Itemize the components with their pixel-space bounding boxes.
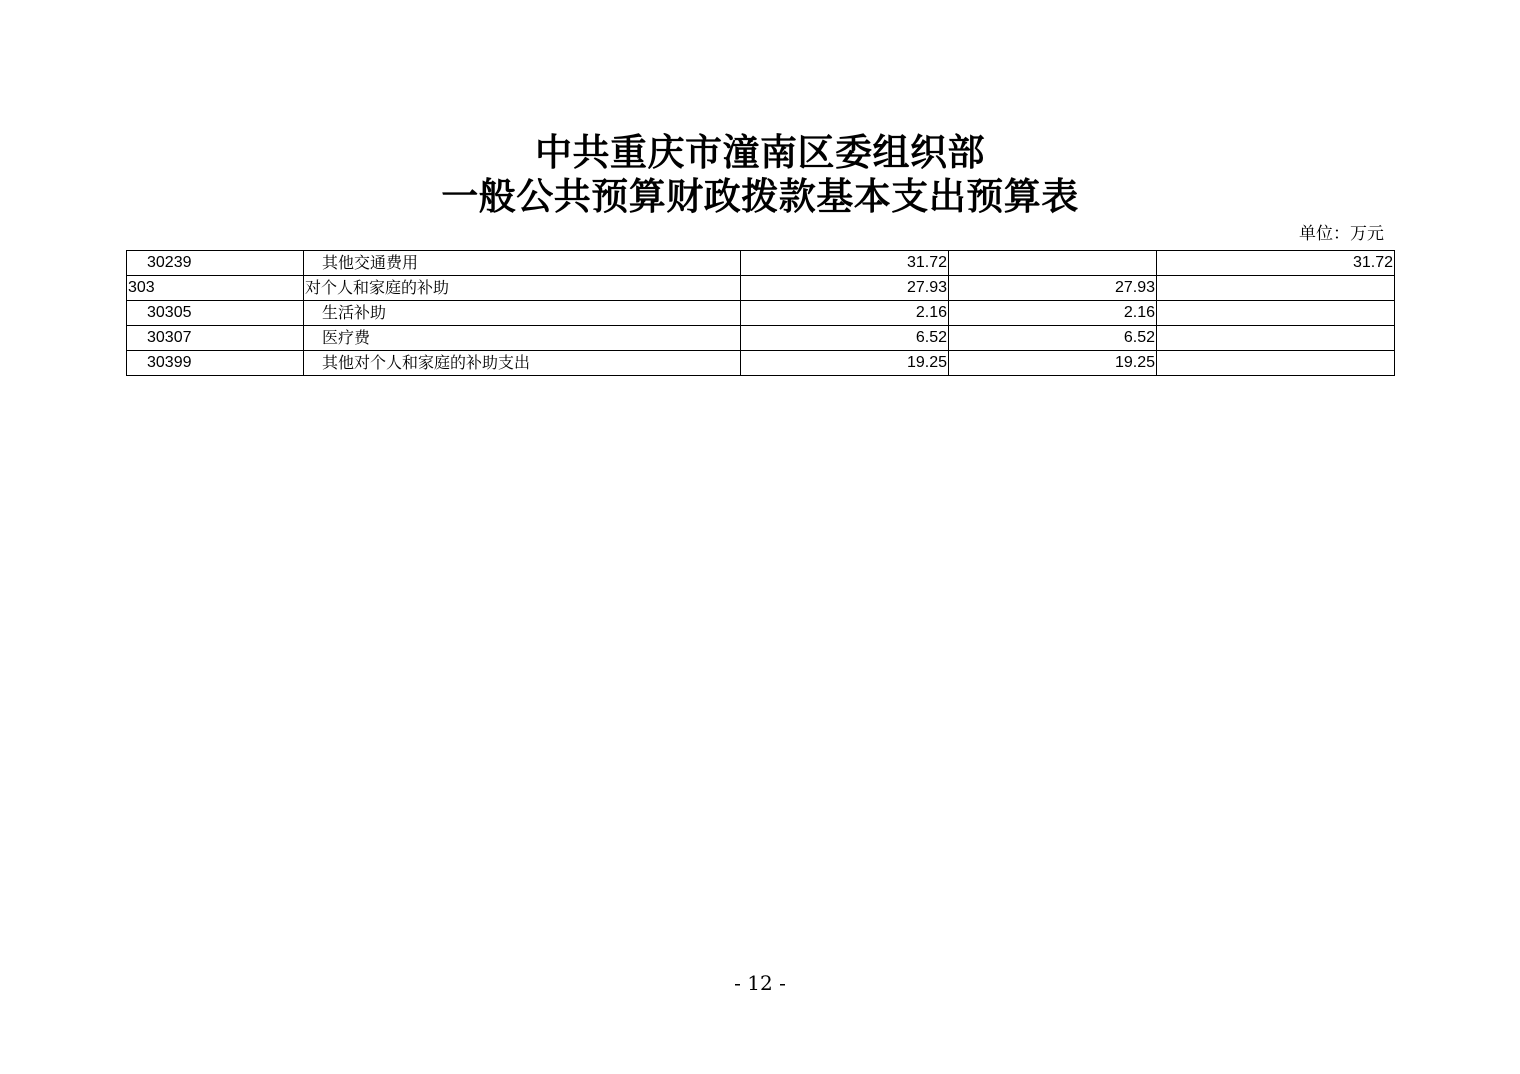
personnel-cell: 27.93 <box>949 276 1157 301</box>
public-cell: 31.72 <box>1157 251 1395 276</box>
unit-label: 单位：万元 <box>1299 224 1384 244</box>
subject-code-cell: 30307 <box>127 326 304 351</box>
subject-code-cell: 30239 <box>127 251 304 276</box>
subject-code-cell: 303 <box>127 276 304 301</box>
personnel-cell: 2.16 <box>949 301 1157 326</box>
table-row <box>127 351 1395 376</box>
total-cell: 6.52 <box>741 326 949 351</box>
budget-table <box>126 250 1395 376</box>
total-cell: 19.25 <box>741 351 949 376</box>
public-cell <box>1157 326 1395 351</box>
document-subtitle: 一般公共预算财政拨款基本支出预算表 <box>441 174 1079 218</box>
table-row <box>127 326 1395 351</box>
subject-name-cell: 对个人和家庭的补助 <box>304 276 741 301</box>
subject-code-cell: 30305 <box>127 301 304 326</box>
subject-name-cell: 生活补助 <box>304 301 741 326</box>
personnel-cell <box>949 251 1157 276</box>
public-cell <box>1157 351 1395 376</box>
public-cell <box>1157 276 1395 301</box>
subject-code-cell: 30399 <box>127 351 304 376</box>
subject-name-cell: 医疗费 <box>304 326 741 351</box>
total-cell: 27.93 <box>741 276 949 301</box>
table-row <box>127 301 1395 326</box>
subject-name-cell: 其他交通费用 <box>304 251 741 276</box>
personnel-cell: 6.52 <box>949 326 1157 351</box>
public-cell <box>1157 301 1395 326</box>
total-cell: 2.16 <box>741 301 949 326</box>
subject-name-cell: 其他对个人和家庭的补助支出 <box>304 351 741 376</box>
personnel-cell: 19.25 <box>949 351 1157 376</box>
document-title: 中共重庆市潼南区委组织部 <box>535 130 985 174</box>
total-cell: 31.72 <box>741 251 949 276</box>
table-row <box>127 276 1395 301</box>
table-row <box>127 251 1395 276</box>
page-number: - 12 - <box>734 971 786 995</box>
